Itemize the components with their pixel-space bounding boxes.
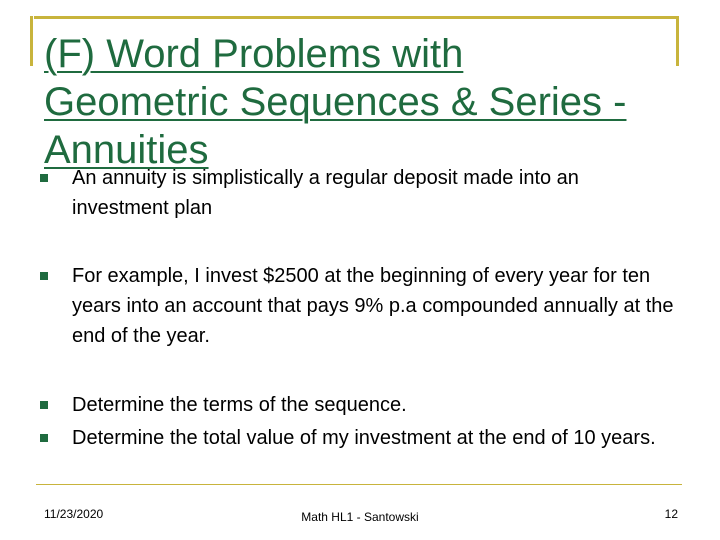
frame-left-border	[30, 16, 33, 66]
bullet-item	[40, 163, 680, 223]
bullet-square-icon	[40, 434, 48, 442]
footer-date: 11/23/2020	[44, 507, 104, 521]
page-number: 12	[664, 507, 678, 521]
footer-author: Math HL1 - Santowski	[301, 510, 419, 524]
frame-top-border	[34, 16, 677, 19]
footer-divider	[36, 484, 682, 485]
bullet-text: Determine the terms of the sequence.	[72, 394, 407, 416]
bullet-square-icon	[40, 272, 48, 280]
bullet-text: For example, I invest $2500 at the beginning of every year for ten years into an account that pays 9% p.a compounded annually at the end of the year.	[72, 265, 674, 347]
bullet-text: An annuity is simplistically a regular deposit made into an investment plan	[72, 167, 579, 219]
bullet-item	[40, 423, 680, 453]
bullet-item	[40, 390, 680, 420]
bullet-square-icon	[40, 401, 48, 409]
bullet-item	[40, 261, 680, 351]
bullet-text: Determine the total value of my investment at the end of 10 years.	[72, 427, 656, 449]
slide-title: (F) Word Problems with Geometric Sequences & Series - Annuities	[44, 32, 627, 172]
bullet-square-icon	[40, 174, 48, 182]
